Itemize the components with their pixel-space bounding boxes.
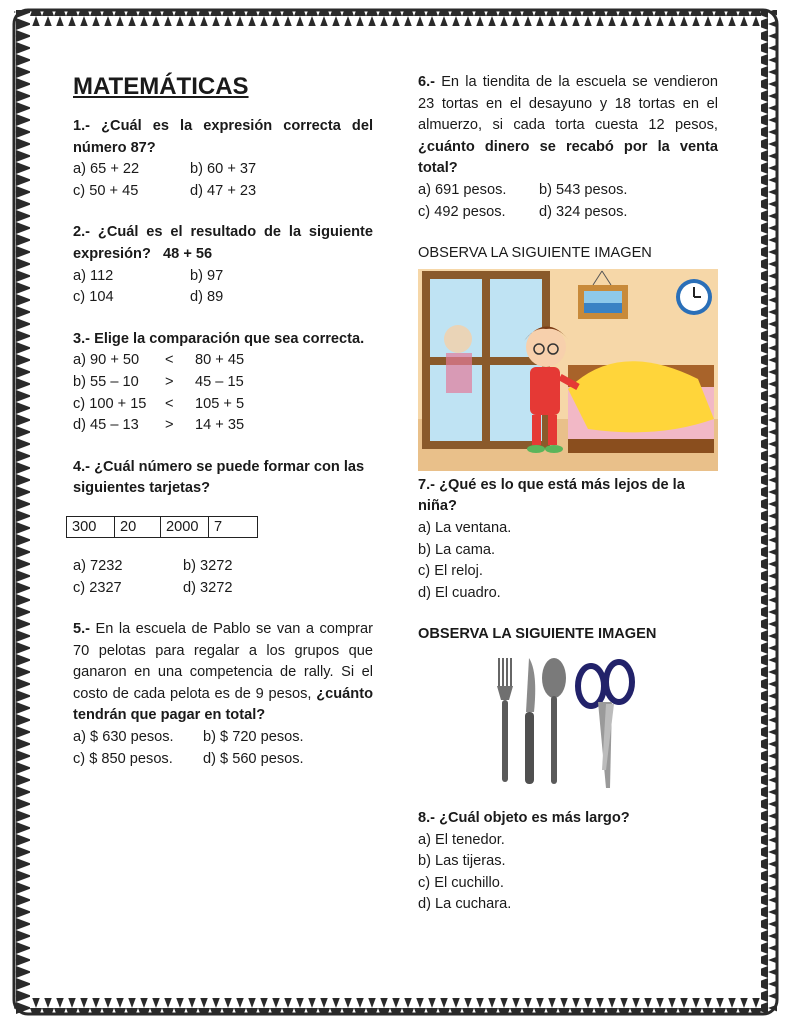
utensils-illustration bbox=[418, 652, 718, 792]
question-5 bbox=[73, 619, 373, 770]
q2-number: 2.- bbox=[73, 224, 91, 241]
question-6 bbox=[418, 72, 718, 223]
q8-option-b[interactable]: b) Las tijeras. bbox=[418, 853, 506, 870]
q4-number: 4.- bbox=[73, 458, 91, 475]
q7-text: ¿Qué es lo que está más lejos de la niña? bbox=[418, 476, 685, 515]
q8-option-a[interactable]: a) El tenedor. bbox=[418, 831, 505, 848]
page-title: MATEMÁTICAS bbox=[73, 73, 249, 100]
q3-option-d[interactable]: d) 45 – 13 > 14 + 35 bbox=[73, 417, 245, 434]
q6-option-b[interactable]: b) 543 pesos. bbox=[539, 181, 628, 198]
q3-number: 3.- bbox=[73, 330, 91, 347]
q5-option-b[interactable]: b) $ 720 pesos. bbox=[203, 729, 304, 746]
q4-option-d[interactable]: d) 3272 bbox=[183, 579, 233, 596]
question-4 bbox=[73, 457, 373, 599]
q5-number: 5.- bbox=[73, 621, 91, 638]
q1-option-a[interactable]: a) 65 + 22 bbox=[73, 161, 140, 178]
q5-option-a[interactable]: a) $ 630 pesos. bbox=[73, 729, 174, 746]
q7-option-a[interactable]: a) La ventana. bbox=[418, 519, 512, 536]
q3-option-b[interactable]: b) 55 – 10 > 45 – 15 bbox=[73, 373, 244, 390]
q5-text: En la escuela de Pablo se van a comprar 70 pelotas para regalar a los grupos que ganaron en una competencia de rally. Si el costo de cada pelota es de 9 pesos, bbox=[73, 621, 373, 702]
q6-text: En la tiendita de la escuela se vendieron 23 tortas en el desayuno y 18 tortas en el almuerzo, si cada torta cuesta 12 pesos, bbox=[418, 74, 718, 134]
q6-option-a[interactable]: a) 691 pesos. bbox=[418, 181, 507, 198]
q5-option-d[interactable]: d) $ 560 pesos. bbox=[203, 750, 304, 767]
q8-number: 8.- bbox=[418, 809, 436, 826]
q6-option-d[interactable]: d) 324 pesos. bbox=[539, 203, 628, 220]
card: 2000 bbox=[161, 517, 209, 537]
question-3 bbox=[73, 329, 373, 437]
q5-option-c[interactable]: c) $ 850 pesos. bbox=[73, 750, 173, 767]
q1-text: ¿Cuál es la expresión correcta del número 87? bbox=[73, 118, 374, 156]
card: 300 bbox=[67, 517, 115, 537]
q2-option-b[interactable]: b) 97 bbox=[190, 267, 224, 284]
q7-option-c[interactable]: c) El reloj. bbox=[418, 563, 483, 580]
bedroom-illustration bbox=[418, 269, 718, 471]
q2-option-a[interactable]: a) 112 bbox=[73, 267, 114, 284]
card: 20 bbox=[115, 517, 161, 537]
observe-label-2: OBSERVA LA SIGUIENTE IMAGEN bbox=[418, 626, 657, 643]
q4-option-c[interactable]: c) 2327 bbox=[73, 579, 122, 596]
number-cards bbox=[66, 516, 258, 538]
q8-option-d[interactable]: d) La cuchara. bbox=[418, 896, 512, 913]
q6-number: 6.- bbox=[418, 74, 436, 90]
q3-option-c[interactable]: c) 100 + 15 < 105 + 5 bbox=[73, 395, 245, 412]
q3-option-a[interactable]: a) 90 + 50 < 80 + 45 bbox=[73, 352, 245, 369]
q2-text: ¿Cuál es el resultado de la siguiente expresión? bbox=[73, 224, 373, 262]
q4-option-a[interactable]: a) 7232 bbox=[73, 557, 123, 574]
q7-option-d[interactable]: d) El cuadro. bbox=[418, 584, 501, 601]
q2-expression: 48 + 56 bbox=[163, 245, 213, 262]
q5-ask: ¿cuánto tendrán que pagar en total? bbox=[73, 685, 373, 724]
q3-text: Elige la comparación que sea correcta. bbox=[94, 330, 365, 347]
q4-option-b[interactable]: b) 3272 bbox=[183, 557, 233, 574]
right-column bbox=[418, 72, 718, 916]
q1-number: 1.- bbox=[73, 118, 91, 134]
observe-label-1: OBSERVA LA SIGUIENTE IMAGEN bbox=[418, 245, 652, 262]
question-8 bbox=[418, 808, 718, 916]
q1-option-b[interactable]: b) 60 + 37 bbox=[190, 161, 257, 178]
q1-option-c[interactable]: c) 50 + 45 bbox=[73, 182, 139, 199]
question-7 bbox=[418, 475, 718, 605]
q2-option-c[interactable]: c) 104 bbox=[73, 289, 114, 306]
q8-text: ¿Cuál objeto es más largo? bbox=[439, 809, 630, 826]
q8-option-c[interactable]: c) El cuchillo. bbox=[418, 874, 504, 891]
q6-ask: ¿cuánto dinero se recabó por la venta total? bbox=[418, 138, 718, 177]
left-column bbox=[73, 72, 373, 770]
q6-option-c[interactable]: c) 492 pesos. bbox=[418, 203, 506, 220]
question-1 bbox=[73, 116, 373, 202]
card: 7 bbox=[214, 518, 223, 535]
q2-option-d[interactable]: d) 89 bbox=[190, 289, 224, 306]
q7-option-b[interactable]: b) La cama. bbox=[418, 541, 496, 558]
q1-option-d[interactable]: d) 47 + 23 bbox=[190, 182, 257, 199]
q4-text: ¿Cuál número se puede formar con las siguientes tarjetas? bbox=[73, 458, 365, 497]
q7-number: 7.- bbox=[418, 476, 436, 493]
question-2 bbox=[73, 222, 373, 308]
